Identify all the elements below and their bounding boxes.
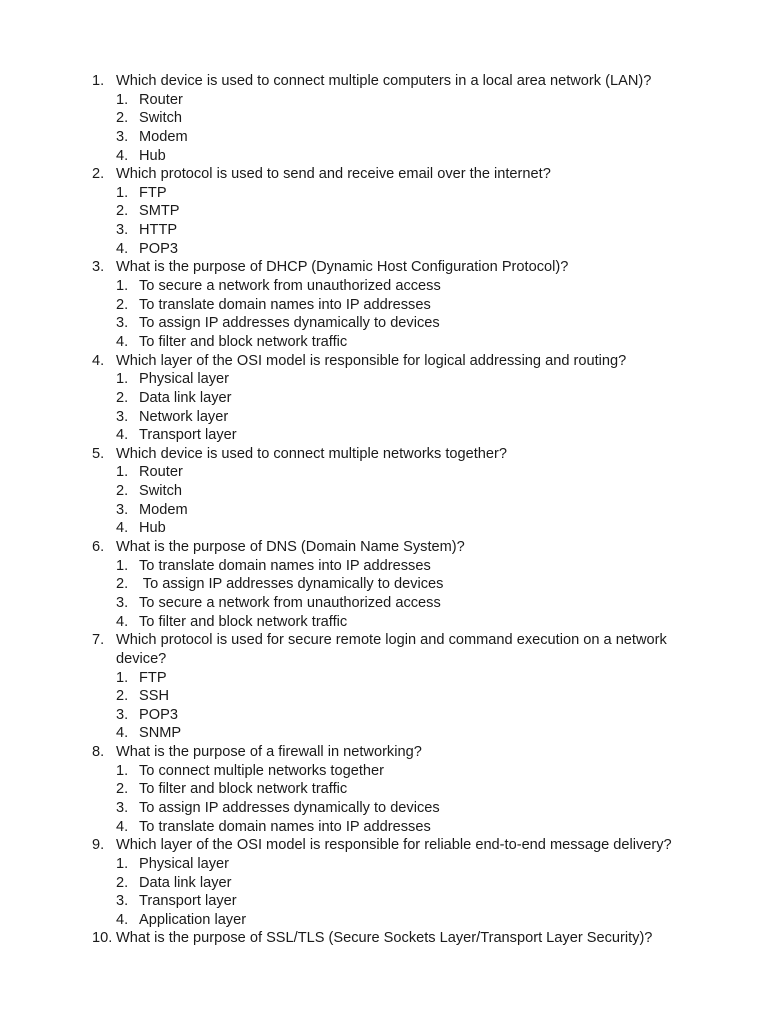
question-number: 7. — [92, 632, 105, 649]
option-text: Data link layer — [139, 874, 232, 891]
question-text: device? — [116, 650, 167, 667]
option-number: 2. — [116, 483, 129, 500]
option-text: To translate domain names into IP addresses — [139, 296, 431, 313]
option-text: Switch — [139, 483, 182, 500]
option-text: Switch — [139, 110, 182, 127]
option-text: FTP — [139, 669, 167, 686]
option-number: 2. — [116, 688, 129, 705]
option-number: 1. — [116, 762, 129, 779]
option-number: 3. — [116, 893, 129, 910]
option-number: 3. — [116, 706, 129, 723]
option-item — [0, 426, 768, 445]
option-text: To connect multiple networks together — [139, 762, 384, 779]
question-text: Which device is used to connect multiple networks together? — [116, 445, 507, 462]
question-text: Which layer of the OSI model is responsible for reliable end-to-end message delivery? — [116, 837, 672, 854]
option-item — [0, 818, 768, 837]
option-item — [0, 202, 768, 221]
option-text: To assign IP addresses dynamically to devices — [139, 576, 444, 593]
question-number: 9. — [92, 837, 105, 854]
question-number: 10. — [92, 930, 113, 947]
question-text: What is the purpose of DNS (Domain Name System)? — [116, 539, 465, 556]
option-text: To assign IP addresses dynamically to devices — [139, 799, 440, 816]
option-item — [0, 594, 768, 613]
option-text: Network layer — [139, 408, 229, 425]
question-number: 2. — [92, 166, 105, 183]
option-item — [0, 314, 768, 333]
option-number: 1. — [116, 855, 129, 872]
option-item — [0, 911, 768, 930]
option-number: 4. — [116, 240, 129, 257]
option-number: 1. — [116, 464, 129, 481]
option-item — [0, 799, 768, 818]
option-item — [0, 724, 768, 743]
option-number: 4. — [116, 911, 129, 928]
option-item — [0, 762, 768, 781]
option-number: 2. — [116, 110, 129, 127]
question-line — [0, 929, 768, 948]
option-item — [0, 128, 768, 147]
question-line — [0, 836, 768, 855]
option-item — [0, 780, 768, 799]
option-text: Modem — [139, 501, 188, 518]
option-item — [0, 575, 768, 594]
option-text: To translate domain names into IP addresses — [139, 557, 431, 574]
question-number: 4. — [92, 352, 105, 369]
question-number: 6. — [92, 539, 105, 556]
option-number: 4. — [116, 333, 129, 350]
option-text: To secure a network from unauthorized access — [139, 594, 441, 611]
question-line — [0, 352, 768, 371]
option-item — [0, 277, 768, 296]
option-item — [0, 482, 768, 501]
question-line — [0, 538, 768, 557]
option-text: POP3 — [139, 706, 178, 723]
question-number: 8. — [92, 744, 105, 761]
option-number: 2. — [116, 296, 129, 313]
option-item — [0, 240, 768, 259]
option-number: 1. — [116, 669, 129, 686]
option-number: 2. — [116, 874, 129, 891]
option-text: To secure a network from unauthorized access — [139, 278, 441, 295]
option-text: Physical layer — [139, 855, 230, 872]
option-item — [0, 333, 768, 352]
question-line — [0, 631, 768, 650]
option-text: Modem — [139, 128, 188, 145]
option-text: Application layer — [139, 911, 247, 928]
option-number: 2. — [116, 389, 129, 406]
option-text: Hub — [139, 147, 166, 164]
option-number: 3. — [116, 222, 129, 239]
question-line — [0, 72, 768, 91]
option-number: 3. — [116, 408, 129, 425]
option-number: 2. — [116, 203, 129, 220]
option-number: 4. — [116, 427, 129, 444]
question-text: What is the purpose of a firewall in networking? — [116, 744, 422, 761]
option-number: 4. — [116, 613, 129, 630]
option-text: POP3 — [139, 240, 178, 257]
option-text: SSH — [139, 688, 170, 705]
option-number: 2. — [116, 576, 129, 593]
option-text: Data link layer — [139, 389, 232, 406]
option-item — [0, 892, 768, 911]
option-item — [0, 613, 768, 632]
option-text: SMTP — [139, 203, 180, 220]
option-item — [0, 519, 768, 538]
option-text: Router — [139, 464, 183, 481]
option-number: 1. — [116, 184, 129, 201]
question-number: 1. — [92, 73, 105, 89]
question-number: 5. — [92, 445, 105, 462]
option-number: 3. — [116, 799, 129, 816]
option-item — [0, 389, 768, 408]
question-line — [0, 445, 768, 464]
option-item — [0, 706, 768, 725]
option-number: 1. — [116, 371, 129, 388]
option-item — [0, 463, 768, 482]
option-number: 4. — [116, 725, 129, 742]
option-item — [0, 874, 768, 893]
option-text: To translate domain names into IP addresses — [139, 818, 431, 835]
question-text: What is the purpose of SSL/TLS (Secure Sockets Layer/Transport Layer Security)? — [116, 930, 653, 947]
question-number: 3. — [92, 259, 105, 276]
question-text: What is the purpose of DHCP (Dynamic Host Configuration Protocol)? — [116, 259, 569, 276]
question-text: Which protocol is used for secure remote login and command execution on a network — [116, 632, 667, 649]
option-item — [0, 221, 768, 240]
option-number: 1. — [116, 91, 129, 108]
question-line — [0, 165, 768, 184]
option-number: 4. — [116, 520, 129, 537]
option-number: 3. — [116, 128, 129, 145]
option-text: To filter and block network traffic — [139, 613, 348, 630]
option-item — [0, 687, 768, 706]
option-number: 3. — [116, 315, 129, 332]
option-text: To filter and block network traffic — [139, 781, 348, 798]
option-text: HTTP — [139, 222, 178, 239]
question-line — [0, 650, 768, 669]
quiz-document — [0, 72, 768, 948]
option-text: Hub — [139, 520, 166, 537]
option-text: Physical layer — [139, 371, 230, 388]
option-item — [0, 501, 768, 520]
question-text: Which layer of the OSI model is responsible for logical addressing and routing? — [116, 352, 627, 369]
option-item — [0, 669, 768, 688]
option-number: 4. — [116, 818, 129, 835]
option-item — [0, 408, 768, 427]
option-number: 4. — [116, 147, 129, 164]
question-line — [0, 258, 768, 277]
option-item — [0, 370, 768, 389]
option-number: 3. — [116, 594, 129, 611]
question-text: Which protocol is used to send and receive email over the internet? — [116, 166, 551, 183]
option-item — [0, 557, 768, 576]
option-text: Transport layer — [139, 427, 237, 444]
option-number: 2. — [116, 781, 129, 798]
option-text: SNMP — [139, 725, 182, 742]
option-item — [0, 296, 768, 315]
option-number: 1. — [116, 557, 129, 574]
option-number: 1. — [116, 278, 129, 295]
option-text: Transport layer — [139, 893, 237, 910]
option-item — [0, 109, 768, 128]
option-item — [0, 855, 768, 874]
option-item — [0, 91, 768, 110]
option-text: To filter and block network traffic — [139, 333, 348, 350]
option-text: To assign IP addresses dynamically to devices — [139, 315, 440, 332]
question-text: Which device is used to connect multiple computers in a local area network (LAN)? — [116, 73, 652, 89]
option-item — [0, 147, 768, 166]
option-text: FTP — [139, 184, 167, 201]
option-number: 3. — [116, 501, 129, 518]
option-text: Router — [139, 91, 183, 108]
option-item — [0, 184, 768, 203]
question-line — [0, 743, 768, 762]
